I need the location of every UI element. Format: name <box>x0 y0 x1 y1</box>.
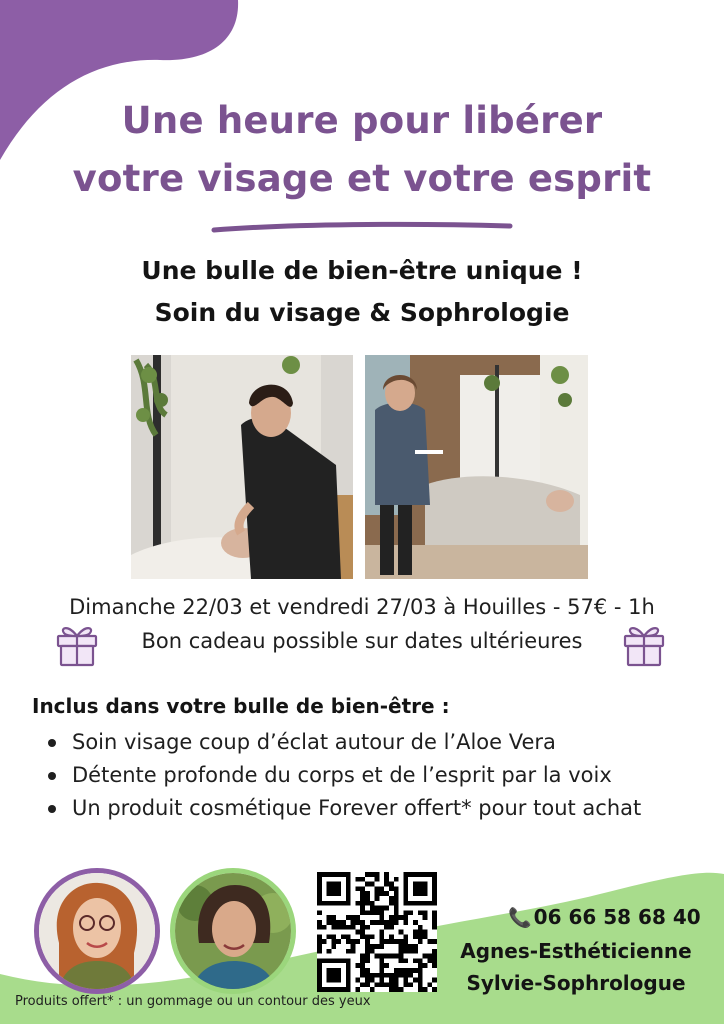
gift-box-icon <box>621 620 667 668</box>
included-heading: Inclus dans votre bulle de bien-être : <box>32 694 450 718</box>
list-item: Soin visage coup d’éclat autour de l’Aloe Vera <box>46 726 694 759</box>
footnote: Produits offert* : un gommage ou un contour des yeux <box>15 994 371 1009</box>
page-title <box>0 92 724 208</box>
qr-code[interactable] <box>317 872 437 992</box>
phone-number[interactable] <box>508 903 708 932</box>
avatar-sylvie <box>170 868 296 994</box>
subtitle-line-1: Une bulle de bien-être unique ! <box>141 256 583 285</box>
title-line-1: Une heure pour libérer <box>121 99 603 142</box>
event-dates-price: Dimanche 22/03 et vendredi 27/03 à Houilles - 57€ - 1h <box>69 595 655 619</box>
list-item: Un produit cosmétique Forever offert* pour tout achat <box>46 792 694 825</box>
title-line-2: votre visage et votre esprit <box>72 157 652 200</box>
avatar-agnes <box>34 868 160 994</box>
facial-care-photo <box>131 355 353 579</box>
subtitle <box>0 250 724 334</box>
sophrology-photo <box>365 355 588 579</box>
contact-name-agnes: Agnes-Esthéticienne <box>460 939 692 963</box>
list-item: Détente profonde du corps et de l’esprit par la voix <box>46 759 694 792</box>
gift-card-note: Bon cadeau possible sur dates ultérieures <box>141 629 583 653</box>
included-list <box>46 726 694 825</box>
title-underline-stroke <box>210 220 515 236</box>
subtitle-line-2: Soin du visage & Sophrologie <box>154 298 570 327</box>
phone-icon: 📞 <box>508 907 532 929</box>
phone-number-text: 06 66 58 68 40 <box>533 905 701 929</box>
contact-name-sylvie: Sylvie-Sophrologue <box>466 971 686 995</box>
